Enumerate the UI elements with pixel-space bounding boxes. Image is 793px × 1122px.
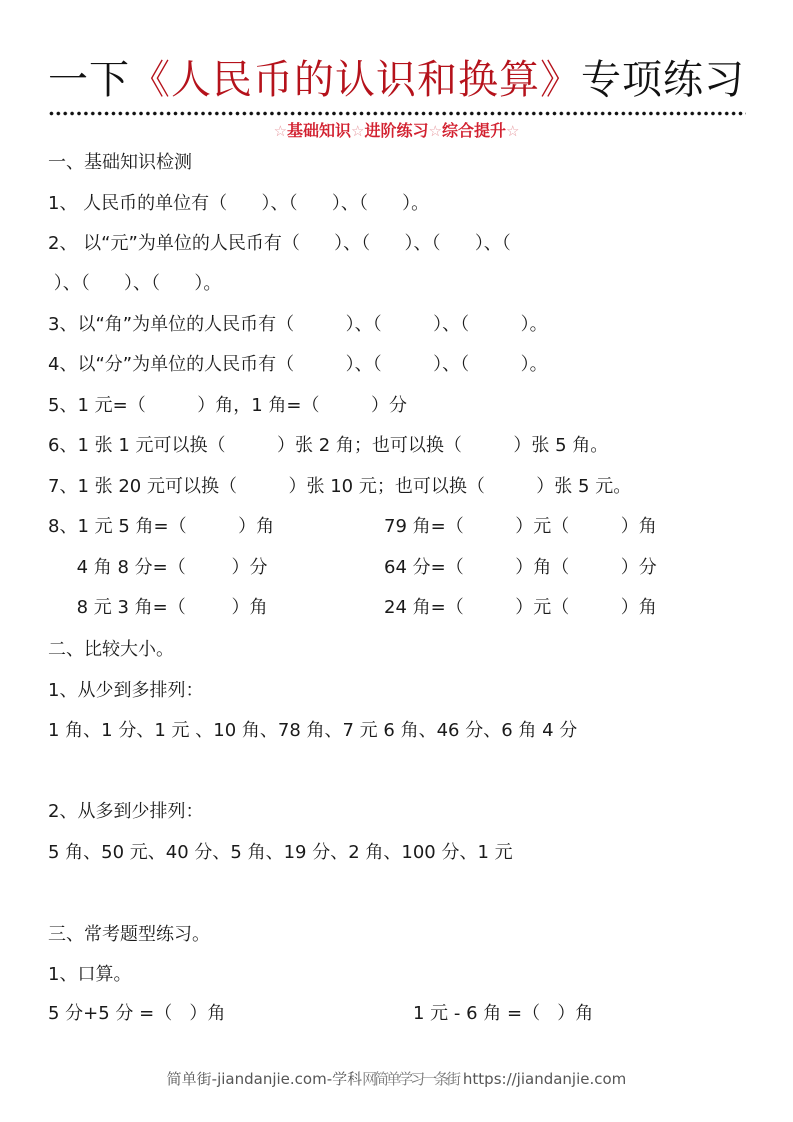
subtitle-item: 进阶练习 <box>364 121 429 140</box>
section2-heading: 二、比较大小。 <box>48 639 174 660</box>
question-8-right-3: 24 角=（ ）元（ ）角 <box>384 597 657 618</box>
footer-link[interactable]: https://jiandanjie.com <box>458 1070 627 1088</box>
question-5: 5、1 元=（ ）角，1 角=（ ）分 <box>48 395 407 416</box>
question-8-left-2: 4 角 8 分=（ ）分 <box>48 557 268 578</box>
star-icon: ☆ <box>273 122 288 140</box>
question-7: 7、1 张 20 元可以换（ ）张 10 元；也可以换（ ）张 5 元。 <box>48 476 632 497</box>
question-8-right-1: 79 角=（ ）元（ ）角 <box>384 516 657 537</box>
question-8-left-3: 8 元 3 角=（ ）角 <box>48 597 268 618</box>
star-icon: ☆ <box>428 122 442 140</box>
question-8-left-1: 8、1 元 5 角=（ ）角 <box>48 516 275 537</box>
question-1: 1、 人民币的单位有（ ）、（ ）、（ ）。 <box>48 193 430 214</box>
section2-q1-label: 1、从少到多排列： <box>48 680 204 701</box>
question-4: 4、以“分”为单位的人民币有（ ）、（ ）、（ ）。 <box>48 354 548 375</box>
section3-heading: 三、常考题型练习。 <box>48 924 210 945</box>
question-2-line2: ）、（ ）、（ ）。 <box>48 273 222 294</box>
section1-heading: 一、基础知识检测 <box>48 152 192 173</box>
title-main: 《人民币的认识和换算》 <box>130 57 581 103</box>
subtitle-item: 基础知识 <box>287 121 352 140</box>
question-6: 6、1 张 1 元可以换（ ）张 2 角；也可以换（ ）张 5 角。 <box>48 435 609 456</box>
question-3: 3、以“角”为单位的人民币有（ ）、（ ）、（ ）。 <box>48 314 548 335</box>
star-icon: ☆ <box>505 122 520 140</box>
page-title <box>0 52 793 108</box>
question-8-right-2: 64 分=（ ）角（ ）分 <box>384 557 657 578</box>
dotted-divider <box>48 111 746 116</box>
footer-text-left: 简单街-jiandanjie.com-学科 <box>166 1070 363 1088</box>
footer-text-overlap: 网简单学习一条街 <box>362 1070 459 1088</box>
footer-watermark <box>0 1068 793 1090</box>
subtitle <box>0 120 793 142</box>
title-prefix: 一下 <box>48 57 130 103</box>
section2-q2-items: 5 角、50 元、40 分、5 角、19 分、2 角、100 分、1 元 <box>48 842 513 863</box>
section2-q2-label: 2、从多到少排列： <box>48 801 204 822</box>
section2-q1-items: 1 角、1 分、1 元 、10 角、78 角、7 元 6 角、46 分、6 角 4 分 <box>48 720 578 741</box>
calc-right: 1 元 - 6 角 =（ ）角 <box>413 1003 594 1024</box>
calc-left: 5 分+5 分 =（ ）角 <box>48 1003 226 1024</box>
subtitle-item: 综合提升 <box>441 121 506 140</box>
star-icon: ☆ <box>351 122 365 140</box>
title-suffix: 专项练习 <box>581 57 745 103</box>
question-2-line1: 2、 以“元”为单位的人民币有（ ）、（ ）、（ ）、（ <box>48 233 511 254</box>
section3-q1-label: 1、口算。 <box>48 964 132 985</box>
